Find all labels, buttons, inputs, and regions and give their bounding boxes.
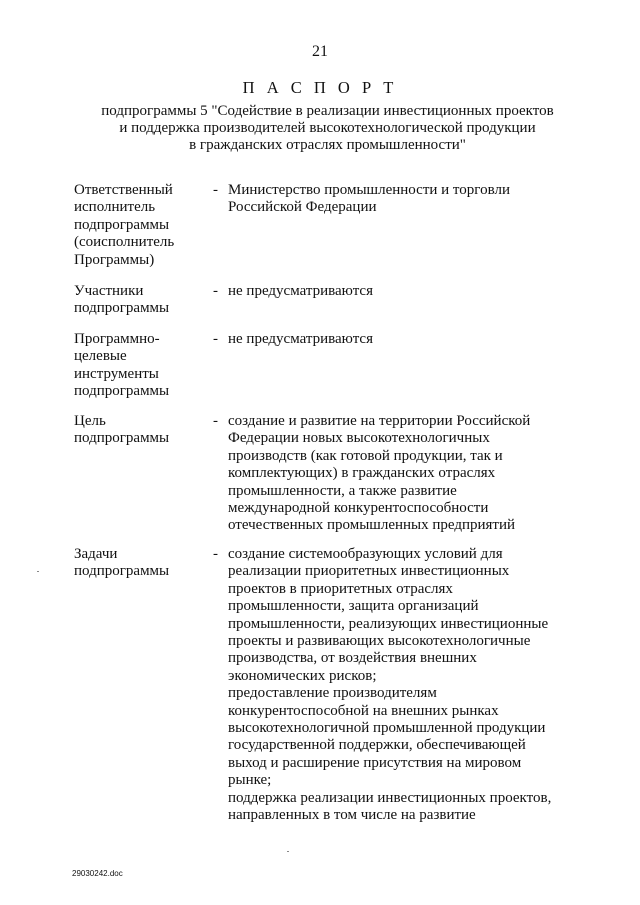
row-label — [74, 182, 204, 269]
value-line: производств (как готовой продукции, так и — [228, 447, 503, 464]
value-line: экономических рисков; — [228, 667, 377, 684]
label-line: Участники — [74, 283, 144, 299]
page-number: 21 — [312, 43, 328, 60]
row-dash: - — [213, 331, 218, 347]
subtitle-line: в гражданских отраслях промышленности" — [189, 137, 466, 153]
label-line: подпрограммы — [74, 430, 170, 447]
value-line: создание системообразующих условий для — [228, 546, 503, 562]
label-line: Цель — [74, 413, 106, 429]
row-label — [74, 331, 204, 401]
row-label — [74, 413, 204, 448]
label-line: подпрограммы — [74, 383, 170, 400]
row-dash: - — [213, 182, 218, 198]
label-line: Программно- — [74, 331, 160, 347]
value-line: предоставление производителям — [228, 685, 437, 702]
document-subtitle — [40, 103, 615, 154]
subtitle-line: подпрограммы 5 "Содействие в реализации инвестиционных проектов — [101, 103, 554, 119]
row-value — [228, 283, 588, 300]
value-line: высокотехнологичной промышленной продукции — [228, 720, 546, 737]
value-line: промышленности, реализующих инвестиционные — [228, 615, 549, 632]
label-line: Задачи — [74, 546, 118, 562]
row-value — [228, 546, 588, 825]
row-label — [74, 546, 204, 581]
value-line: выход и расширение присутствия на мировом — [228, 754, 522, 771]
value-line: поддержка реализации инвестиционных проектов, — [228, 789, 552, 806]
value-line: международной конкурентоспособности — [228, 500, 489, 517]
value-line: не предусматриваются — [228, 283, 373, 299]
subtitle-line: и поддержка производителей высокотехнологической продукции — [119, 120, 536, 136]
row-value — [228, 182, 588, 217]
label-line: Программы) — [74, 251, 155, 268]
row-dash: - — [213, 546, 218, 562]
scan-speck — [287, 851, 289, 852]
label-line: подпрограммы — [74, 300, 170, 317]
value-line: Федерации новых высокотехнологичных — [228, 430, 490, 447]
value-line: производства, от воздействия внешних — [228, 650, 477, 667]
value-line: государственной поддержки, обеспечивающей — [228, 737, 526, 754]
value-line: создание и развитие на территории Российской — [228, 413, 531, 429]
value-line: отечественных промышленных предприятий — [228, 517, 516, 534]
value-line: комплектующих) в гражданских отраслях — [228, 465, 496, 482]
value-line: промышленности, а также развитие — [228, 482, 457, 499]
label-line: исполнитель — [74, 199, 156, 216]
label-line: инструменты — [74, 365, 159, 382]
label-line: подпрограммы — [74, 563, 170, 580]
document-title: П А С П О Р Т — [242, 78, 398, 97]
value-line: реализации приоритетных инвестиционных — [228, 563, 510, 580]
value-line: проекты и развивающих высокотехнологичные — [228, 633, 531, 650]
scan-speck — [37, 571, 39, 572]
value-line: Российской Федерации — [228, 199, 377, 216]
value-line: Министерство промышленности и торговли — [228, 182, 510, 198]
row-value — [228, 331, 588, 348]
value-line: конкурентоспособной на внешних рынках — [228, 702, 499, 719]
value-line: не предусматриваются — [228, 331, 373, 347]
label-line: целевые — [74, 348, 127, 365]
value-line: промышленности, защита организаций — [228, 598, 479, 615]
page-footer: 29030242.doc — [72, 869, 123, 878]
label-line: Ответственный — [74, 182, 173, 198]
row-dash: - — [213, 413, 218, 429]
value-line: проектов в приоритетных отраслях — [228, 580, 453, 597]
row-value — [228, 413, 588, 535]
label-line: (соисполнитель — [74, 234, 175, 251]
row-dash: - — [213, 283, 218, 299]
value-line: направленных в том числе на развитие — [228, 807, 476, 824]
value-line: рынке; — [228, 772, 272, 789]
row-label — [74, 283, 204, 318]
label-line: подпрограммы — [74, 216, 170, 233]
